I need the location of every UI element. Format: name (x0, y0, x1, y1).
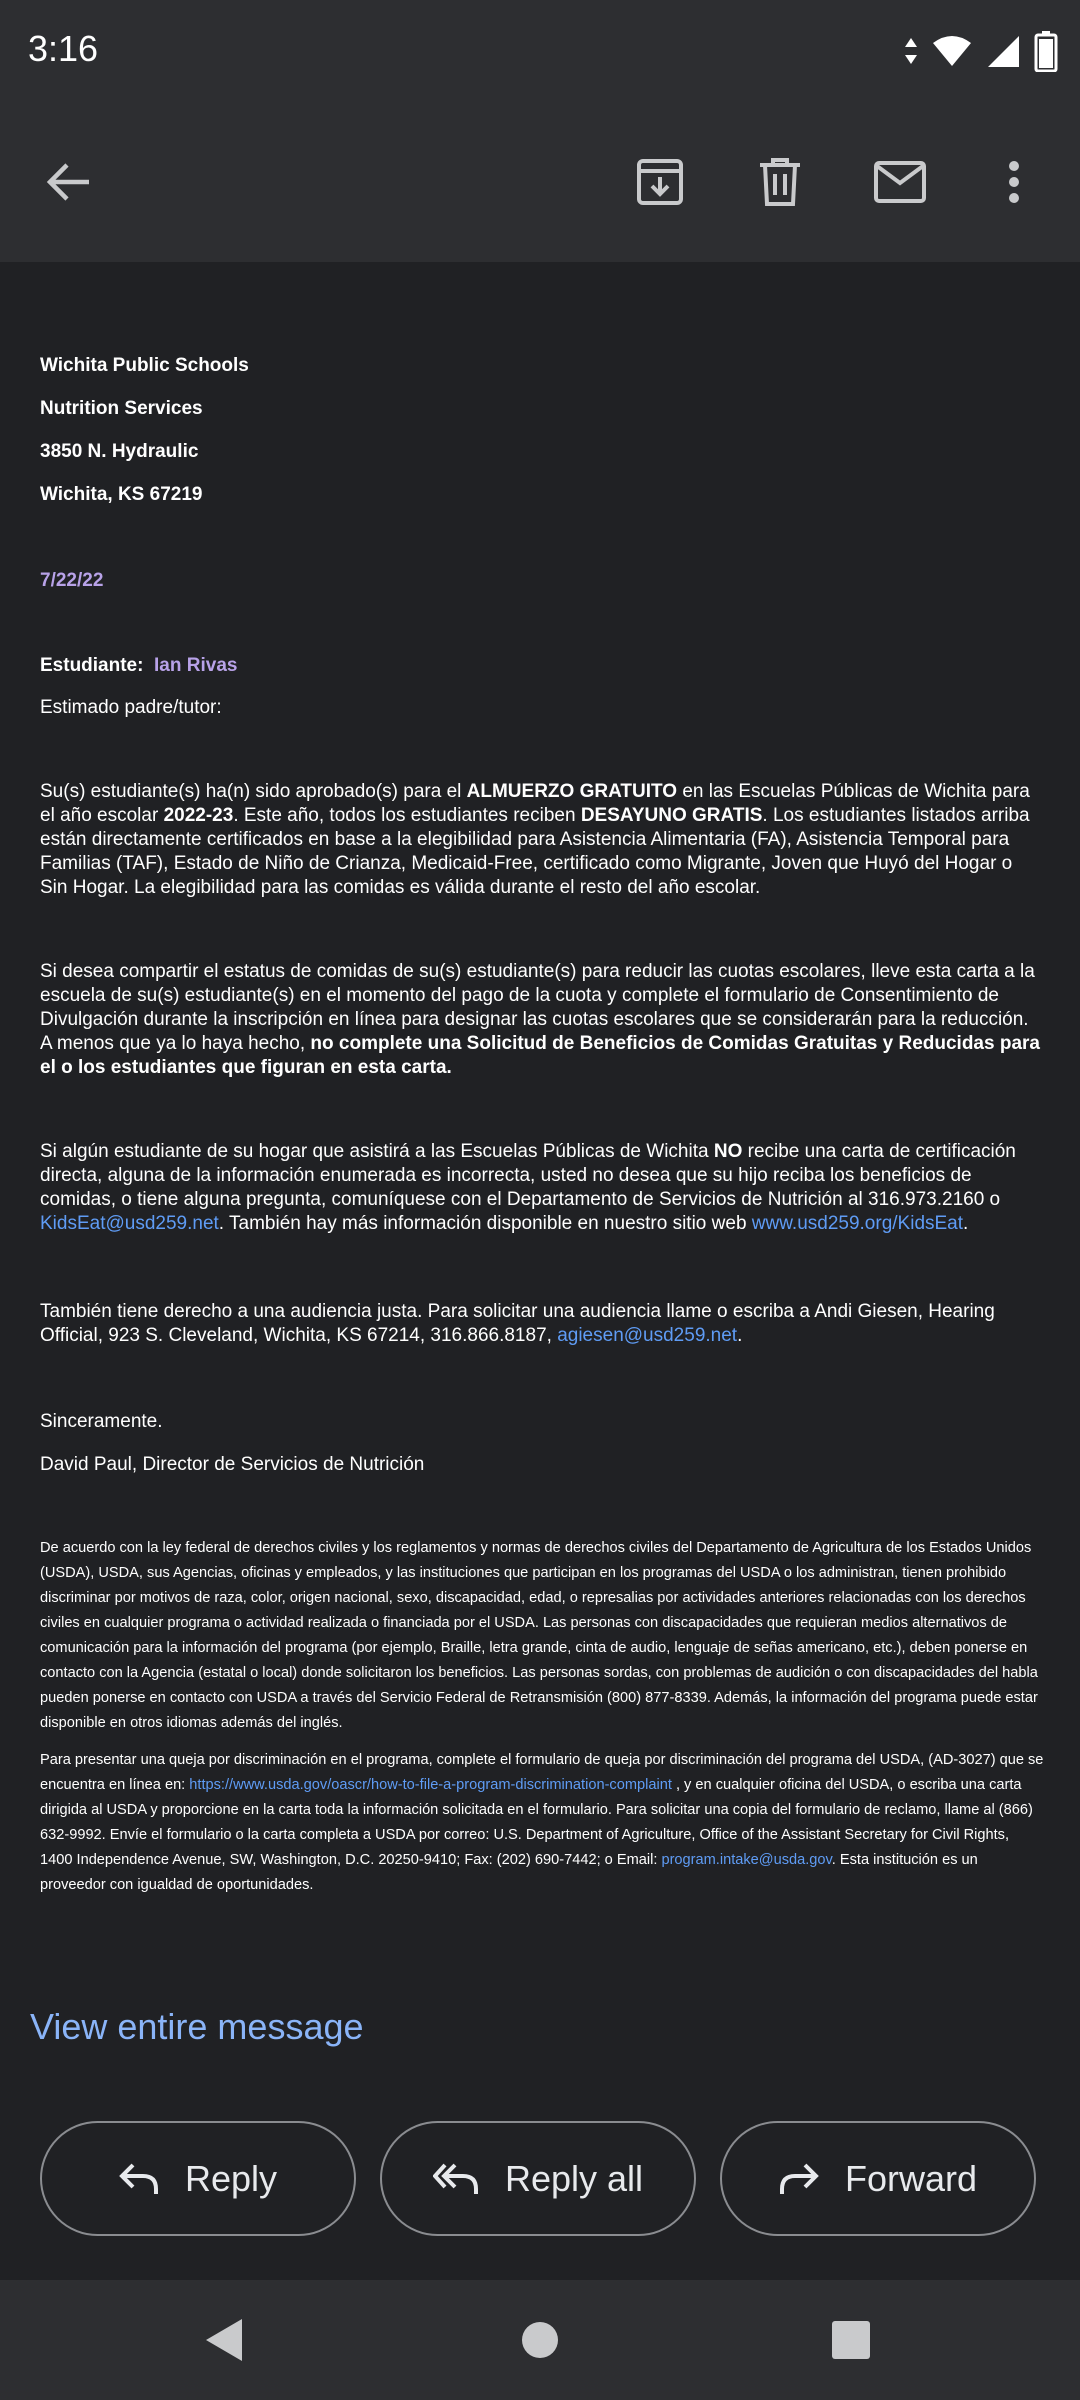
student-line (40, 654, 1040, 678)
delete-button[interactable] (738, 140, 822, 224)
forward-icon (779, 2162, 819, 2196)
signature: David Paul, Director de Servicios de Nutrición (40, 1454, 425, 1475)
nav-recents-icon[interactable] (832, 2321, 870, 2359)
app-bar (0, 100, 1080, 262)
kidseat-email-link[interactable]: KidsEat@usd259.net (40, 1213, 219, 1234)
mark-unread-button[interactable] (858, 140, 942, 224)
usda-complaint-link[interactable]: https://www.usda.gov/oascr/how-to-file-a-program-discrimination-complaint (189, 1777, 672, 1793)
delete-icon (758, 157, 802, 207)
reply-all-label: Reply all (504, 2157, 644, 2199)
more-vert-icon (1008, 160, 1020, 204)
paragraph-fees: Si desea compartir el estatus de comidas de su(s) estudiante(s) para reducir las cuotas escolares, lleve esta carta a la escuela de su(s) estudiante(s) en el momento del pago de la cuota y complete el formulario de Consentimiento de Divulgación durante la inscripción en línea para designar las cuotas escolares que se considerarán para la reducción. A menos que ya lo haya hecho, no complete una Solicitud de Beneficios de Comidas Gratuitas y Reducidas para el o los estudiantes que figuran en esta carta. (40, 961, 1040, 1078)
forward-button[interactable] (720, 2121, 1036, 2236)
closing: Sinceramente. (40, 1411, 163, 1432)
legal-complaint: Para presentar una queja por discriminación en el programa, complete el formulario de queja por discriminación del programa del USDA, (AD-3027) que se encuentra en línea en: https://www.usda.gov/oascr/how-to-file-a-program-discrimination-complaint , y en cualquier oficina del USDA, o escriba una carta dirigida al USDA y proporcione en la carta toda la información solicitada en el formulario. Para solicitar una copia del formulario de reclamo, llame al (866) 632-9992. Envíe el formulario o la carta completa a USDA por correo: U.S. Department of Agriculture, Office of the Assistant Secretary for Civil Rights, 1400 Independence Avenue, SW, Washington, D.C. 20250-9410; Fax: (202) 690-7442; o Email: program.intake@usda.gov. Esta institución es un proveedor con igualdad de oportunidades. (40, 1752, 1044, 1893)
letter-date: 7/22/22 (40, 570, 104, 591)
sender-department: Nutrition Services (40, 398, 203, 419)
view-entire-message-link[interactable]: View entire message (30, 2006, 364, 2047)
paragraph-approval: Su(s) estudiante(s) ha(n) sido aprobado(s) para el ALMUERZO GRATUITO en las Escuelas Públicas de Wichita para el año escolar 2022-23. Este año, todos los estudiantes reciben DESAYUNO GRATIS. Los estudiantes listados arriba están directamente certificados en base a la elegibilidad para Asistencia Alimentaria (FA), Asistencia Temporal para Familias (TAF), Estado de Niño de Crianza, Medicaid-Free, certificado como Migrante, Joven que Huyó del Hogar o Sin Hogar. La elegibilidad para las comidas es válida durante el resto del año escolar. (40, 781, 1030, 898)
reply-icon (119, 2162, 159, 2196)
nav-home-icon[interactable] (521, 2321, 559, 2359)
email-body (0, 262, 1080, 2196)
status-bar (0, 0, 1080, 100)
sender-city: Wichita, KS 67219 (40, 484, 203, 505)
paragraph-contact: Si algún estudiante de su hogar que asistirá a las Escuelas Públicas de Wichita NO recibe una carta de certificación directa, alguna de la información enumerada es incorrecta, usted no desea que su hijo reciba los beneficios de comidas, o tiene alguna pregunta, comuníquese con el Departamento de Servicios de Nutrición al 316.973.2160 o KidsEat@usd259.net. También hay más información disponible en nuestro sitio web www.usd259.org/KidsEat. (40, 1141, 1016, 1234)
back-arrow-icon (45, 159, 91, 205)
sender-name: Wichita Public Schools (40, 355, 249, 376)
mark-unread-icon (874, 161, 926, 203)
hearing-email-link[interactable]: agiesen@usd259.net (557, 1325, 738, 1346)
back-button[interactable] (26, 140, 110, 224)
paragraph-hearing: También tiene derecho a una audiencia justa. Para solicitar una audiencia llame o escriba a Andi Giesen, Hearing Official, 923 S. Cleveland, Wichita, KS 67214, 316.866.8187, agiesen@usd259.net. (40, 1301, 995, 1346)
student-name: Ian Rivas (154, 655, 238, 676)
system-nav-bar (0, 2280, 1080, 2400)
legal-nondiscrimination: De acuerdo con la ley federal de derechos civiles y los reglamentos y normas de derechos civiles del Departamento de Agricultura de los Estados Unidos (USDA), USDA, sus Agencias, oficinas y empleados, y las instituciones que participan en los programas del USDA o los administran, tienen prohibido discriminar por motivos de raza, color, origen nacional, sexo, discapacidad, edad, o represalias por actividades anteriores relacionadas con los derechos civiles en cualquier programa o actividad realizada o financiada por el USDA. Las personas con discapacidades que requieran medios alternativos de comunicación para la información del programa (por ejemplo, Braille, letra grande, cinta de audio, lenguaje de señas americano, etc.), deben ponerse en contacto con la Agencia (estatal o local) donde solicitaron los beneficios. Las personas sordas, con problemas de audición o con discapacidades del habla pueden ponerse en contacto con USDA a través del Servicio Federal de Retransmisión (800) 877-8339. Además, la información del programa puede estar disponible en otros idiomas además del inglés. (40, 1540, 1038, 1731)
usda-email-link[interactable]: program.intake@usda.gov (661, 1852, 832, 1868)
student-label: Estudiante: (40, 655, 144, 676)
archive-button[interactable] (618, 140, 702, 224)
archive-icon (635, 157, 685, 207)
reply-all-button[interactable] (380, 2121, 696, 2236)
reply-all-icon (433, 2162, 479, 2196)
more-options-button[interactable] (972, 140, 1056, 224)
kidseat-website-link[interactable]: www.usd259.org/KidsEat (751, 1213, 964, 1234)
wifi-icon (932, 35, 972, 67)
data-arrows-icon (904, 36, 918, 66)
battery-icon (1034, 30, 1058, 72)
reply-button[interactable] (40, 2121, 356, 2236)
sender-street: 3850 N. Hydraulic (40, 441, 199, 462)
forward-label: Forward (844, 2157, 978, 2199)
reply-label: Reply (184, 2157, 278, 2199)
status-time: 3:16 (28, 28, 99, 69)
cell-signal-icon (986, 34, 1020, 68)
nav-back-icon[interactable] (204, 2317, 244, 2363)
status-icons (904, 28, 1058, 74)
salutation: Estimado padre/tutor: (40, 697, 222, 718)
